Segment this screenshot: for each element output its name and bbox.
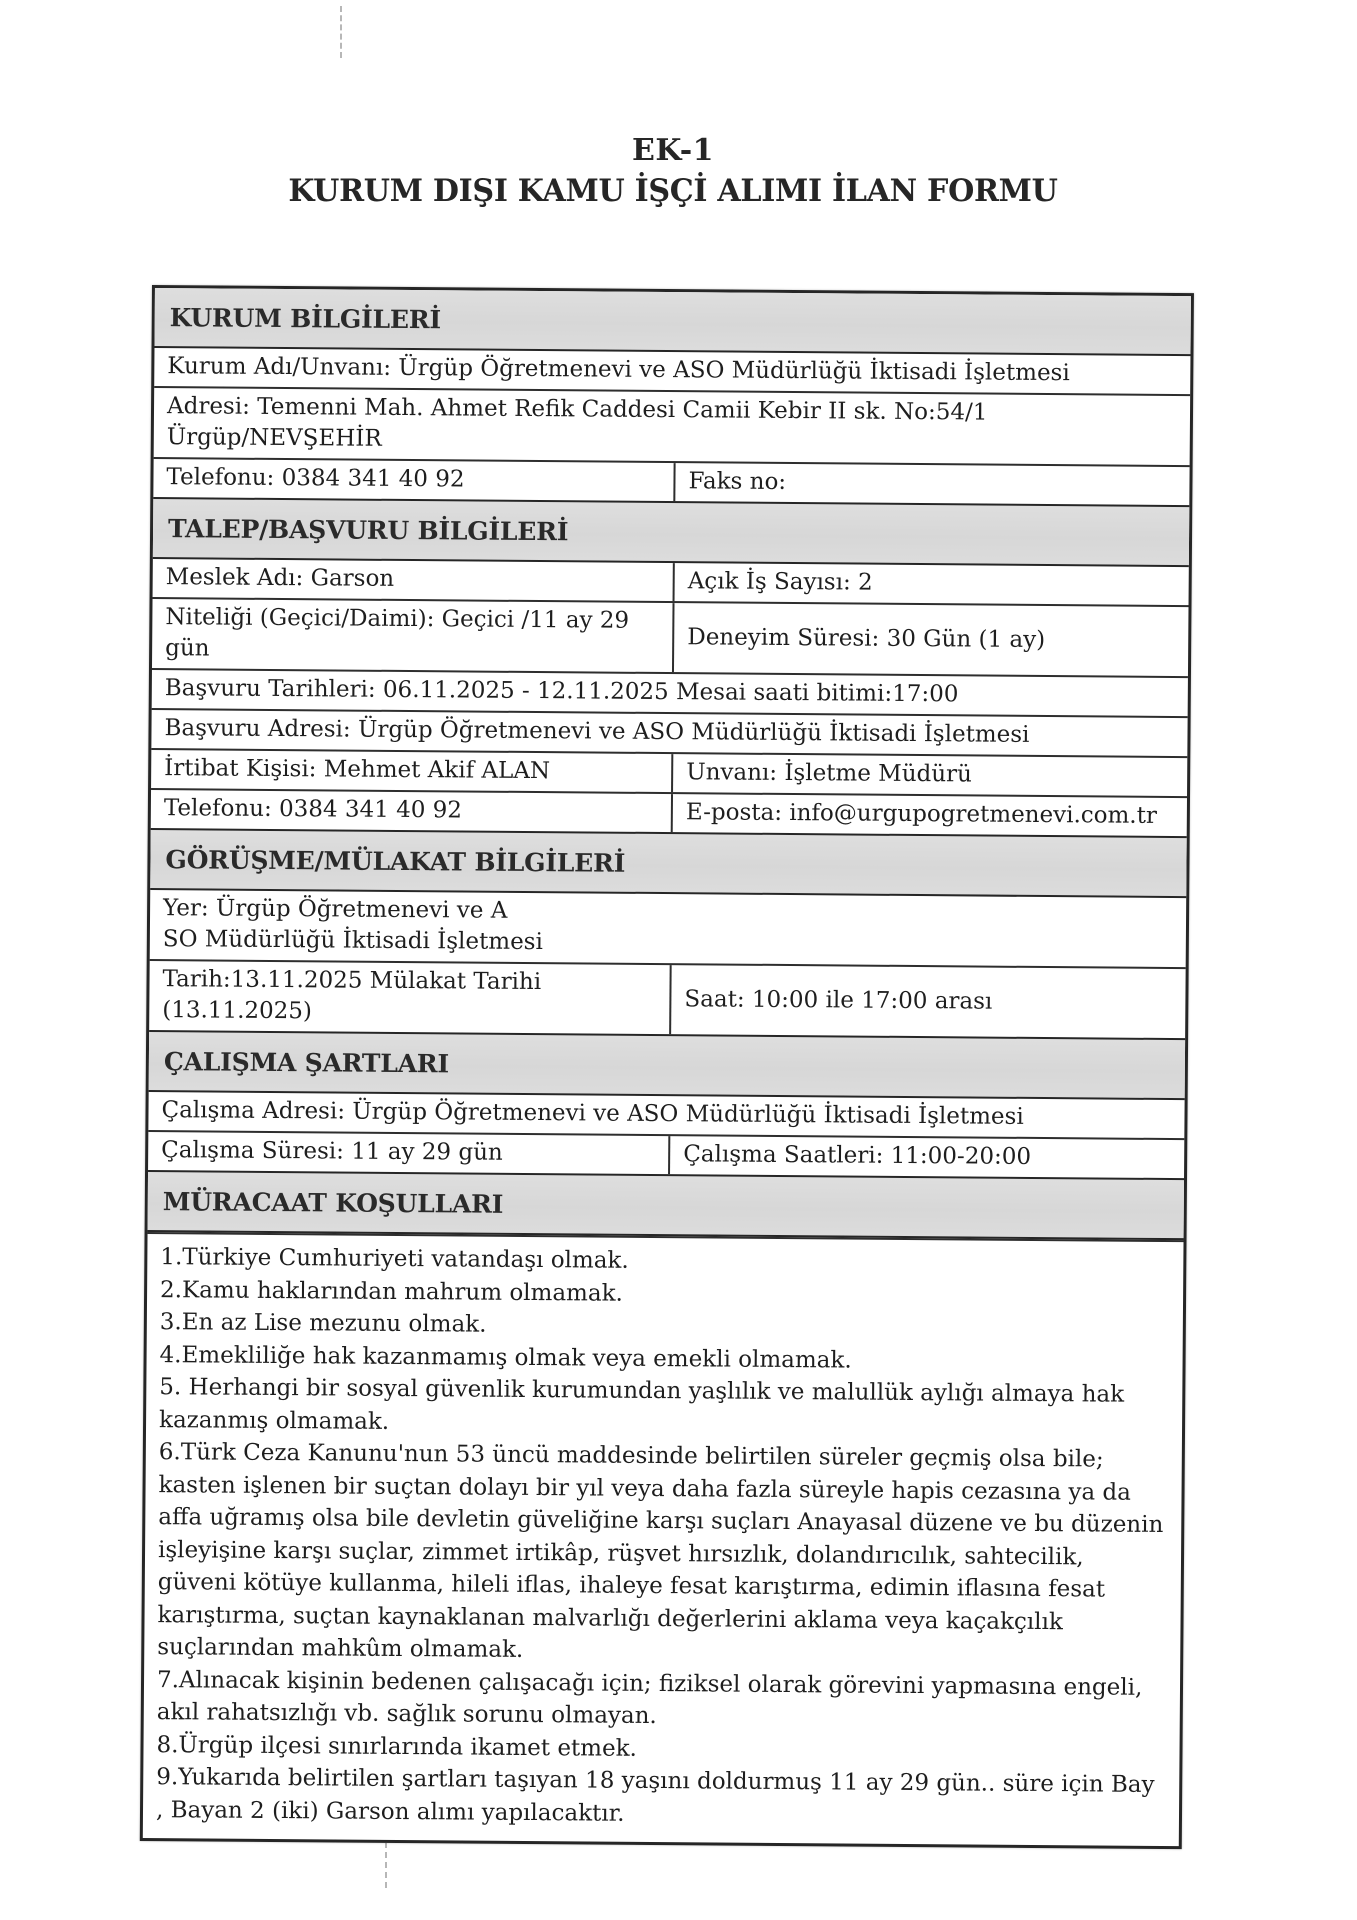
title-block bbox=[150, 133, 1196, 209]
scan-artifact-dashed-line-top bbox=[340, 6, 342, 58]
section-header-muracaat-kosullari: MÜRACAAT KOŞULLARI bbox=[148, 1170, 1184, 1240]
section-header-kurum-bilgileri: KURUM BİLGİLERİ bbox=[155, 288, 1191, 356]
field-saat: Saat: 10:00 ile 17:00 arası bbox=[669, 965, 1185, 1038]
condition-item-4: 4.Emekliliğe hak kazanmamış olmak veya emekli olmamak. bbox=[159, 1341, 852, 1374]
condition-item-9: 9.Yukarıda belirtilen şartları taşıyan 18 yaşını doldurmuş 11 ay 29 gün.. süre için Bay , Bayan 2 (iki) Garson alımı yapılacaktır. bbox=[155, 1764, 1155, 1827]
row-niteligi-deneyim bbox=[152, 597, 1189, 676]
field-basvuru-adresi: Başvuru Adresi: Ürgüp Öğretmenevi ve ASO Müdürlüğü İktisadi İşletmesi bbox=[151, 708, 1187, 756]
field-irtibat-kisisi: İrtibat Kişisi: Mehmet Akif ALAN bbox=[164, 755, 551, 785]
field-telefonu-2: Telefonu: 0384 341 40 92 bbox=[163, 795, 463, 824]
condition-item-3: 3.En az Lise mezunu olmak. bbox=[159, 1309, 487, 1338]
field-unvani: Unvanı: İşletme Müdürü bbox=[671, 754, 1187, 796]
field-telefonu: Telefonu: 0384 341 40 92 bbox=[166, 464, 465, 493]
page-title: KURUM DIŞI KAMU İŞÇİ ALIMI İLAN FORMU bbox=[288, 173, 1058, 209]
row-telefon-eposta bbox=[151, 788, 1187, 836]
form-table bbox=[140, 285, 1194, 1849]
field-calisma-adresi: Çalışma Adresi: Ürgüp Öğretmenevi ve ASO Müdürlüğü İktisadi İşletmesi bbox=[161, 1097, 1024, 1130]
field-faks-no: Faks no: bbox=[673, 463, 1189, 505]
field-yer: Yer: Ürgüp Öğretmenevi ve A SO Müdürlüğü İktisadi İşletmesi bbox=[162, 895, 544, 956]
field-calisma-suresi: Çalışma Süresi: 11 ay 29 gün bbox=[161, 1137, 503, 1166]
section-header-gorusme-mulakat: GÖRÜŞME/MÜLAKAT BİLGİLERİ bbox=[150, 828, 1186, 898]
field-niteligi: Niteliği (Geçici/Daimi): Geçici /11 ay 29 gün bbox=[165, 604, 630, 662]
field-deneyim-suresi: Deneyim Süresi: 30 Gün (1 ay) bbox=[672, 603, 1188, 676]
field-calisma-saatleri: Çalışma Saatleri: 11:00-20:00 bbox=[668, 1136, 1184, 1178]
row-tarih-saat bbox=[149, 959, 1186, 1038]
section-header-talep-basvuru: TALEP/BAŞVURU BİLGİLERİ bbox=[153, 497, 1189, 567]
condition-item-1: 1.Türkiye Cumhuriyeti vatandaşı olmak. bbox=[160, 1244, 629, 1274]
condition-item-7: 7.Alınacak kişinin bedenen çalışacağı için; fiziksel olarak görevini yapmasına engeli, akıl rahatsızlığı vb. sağlık sorunu olmayan. bbox=[156, 1666, 1143, 1730]
field-tarih: Tarih:13.11.2025 Mülakat Tarihi (13.11.2025) bbox=[162, 966, 542, 1025]
field-acik-is-sayisi: Açık İş Sayısı: 2 bbox=[673, 563, 1189, 605]
condition-item-8: 8.Ürgüp ilçesi sınırlarında ikamet etmek. bbox=[156, 1731, 637, 1762]
field-meslek-adi: Meslek Adı: Garson bbox=[165, 564, 395, 592]
section-header-calisma-sartlari: ÇALIŞMA ŞARTLARI bbox=[149, 1030, 1185, 1100]
condition-item-2: 2.Kamu haklarından mahrum olmamak. bbox=[160, 1276, 623, 1307]
doc-tag: EK-1 bbox=[631, 133, 715, 168]
row-irtibat-unvan bbox=[151, 748, 1187, 796]
field-basvuru-tarihleri: Başvuru Tarihleri: 06.11.2025 - 12.11.2025 Mesai saati bitimi:17:00 bbox=[152, 668, 1188, 716]
row-calisma-suresi-saatleri bbox=[148, 1130, 1184, 1178]
field-adresi: Adresi: Temenni Mah. Ahmet Refik Caddesi Camii Kebir II sk. No:54/1 Ürgüp/NEVŞEHİR bbox=[154, 386, 1191, 465]
field-kurum-adi: Kurum Adı/Unvanı: Ürgüp Öğretmenevi ve ASO Müdürlüğü İktisadi İşletmesi bbox=[167, 353, 1070, 387]
conditions-list bbox=[143, 1232, 1184, 1846]
row-telefon-faks bbox=[153, 457, 1189, 505]
condition-item-6: 6.Türk Ceza Kanunu'nun 53 üncü maddesinde belirtilen süreler geçmiş olsa bile; kasten işlenen bir suçtan dolayı bir yıl veya daha fazla süreyle hapis cezasına ya da affa uğramış olsa bile devletin güveliğine karşı suçları Anayasal düzene ve bu düzenin işleyişine karşı suçlar, zimmet irtikâp, rüşvet hırsızlık, dolandırıcılık, sahtecilik, güveni kötüye kullanma, hileli iflas, ihaleye fesat karıştırma, edimin iflasına fesat karıştırma, suçtan kaynaklanan malvarlığı değerlerini aklama veya kaçakçılık suçlarından mahkûm olmamak. bbox=[157, 1439, 1164, 1663]
row-meslek-acikis bbox=[153, 559, 1189, 605]
field-eposta: E-posta: info@urgupogretmenevi.com.tr bbox=[671, 794, 1187, 836]
condition-item-5: 5. Herhangi bir sosyal güvenlik kurumundan yaşlılık ve malullük aylığı almaya hak kazanmış olmamak. bbox=[158, 1374, 1125, 1435]
